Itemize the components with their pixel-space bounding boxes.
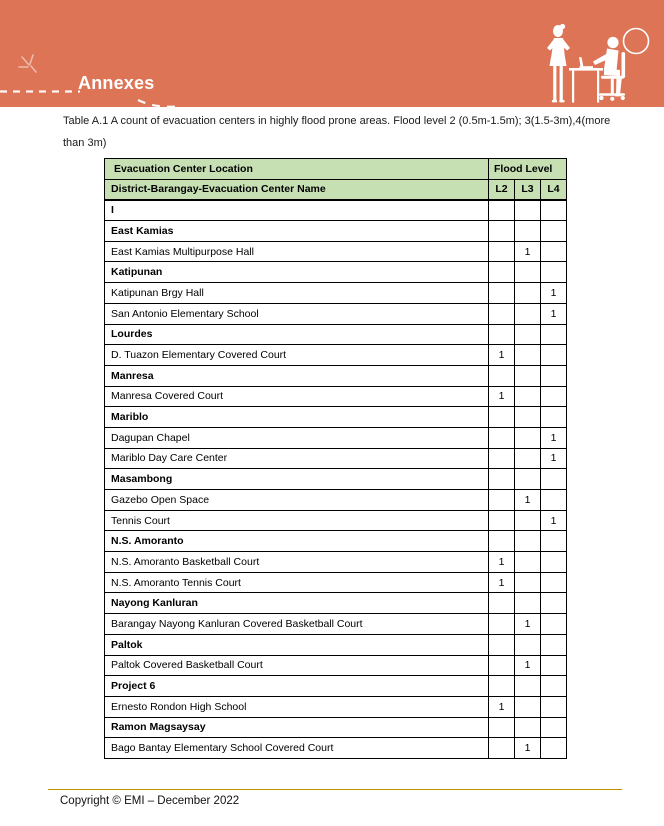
flood-count-l2 [489,221,515,242]
flood-count-l2 [489,303,515,324]
flood-count-l2 [489,407,515,428]
page-title: Annexes [78,73,155,93]
flood-count-l4 [541,200,567,221]
flood-count-l2 [489,262,515,283]
district-name-cell: East Kamias [105,221,489,242]
flood-count-l4 [541,531,567,552]
flood-count-l4: 1 [541,303,567,324]
flood-count-l4: 1 [541,283,567,304]
center-name-cell: San Antonio Elementary School [105,303,489,324]
dashed-line-icon [0,89,80,94]
district-row [105,365,567,386]
dashed-tail-icon [136,97,188,107]
flood-count-l4 [541,365,567,386]
header-row-groups [105,159,567,180]
flood-count-l2 [489,241,515,262]
center-name-cell: N.S. Amoranto Basketball Court [105,552,489,573]
flood-count-l2 [489,283,515,304]
header-flood-level: Flood Level [489,159,567,180]
flood-count-l3 [515,324,541,345]
flood-count-l3 [515,365,541,386]
flood-count-l4 [541,717,567,738]
flood-count-l4 [541,593,567,614]
flood-count-l2 [489,200,515,221]
flood-count-l3 [515,386,541,407]
center-name-cell: Paltok Covered Basketball Court [105,655,489,676]
flood-count-l2 [489,365,515,386]
center-row [105,386,567,407]
flood-count-l2 [489,676,515,697]
flood-count-l4: 1 [541,510,567,531]
district-name-cell: Nayong Kanluran [105,593,489,614]
table-caption-line2: than 3m) [63,137,107,149]
header-l3: L3 [515,179,541,200]
center-row [105,572,567,593]
evacuation-centers-table [104,158,567,759]
header-l2: L2 [489,179,515,200]
flood-count-l4 [541,676,567,697]
center-name-cell: D. Tuazon Elementary Covered Court [105,345,489,366]
district-row [105,262,567,283]
district-row [105,717,567,738]
center-row [105,614,567,635]
district-row [105,200,567,221]
header-l4: L4 [541,179,567,200]
flood-count-l2: 1 [489,386,515,407]
center-name-cell: Gazebo Open Space [105,490,489,511]
flood-count-l4 [541,469,567,490]
flood-count-l3 [515,469,541,490]
flood-count-l3: 1 [515,655,541,676]
flood-count-l3 [515,531,541,552]
flood-count-l3 [515,593,541,614]
district-row [105,593,567,614]
flood-count-l3 [515,345,541,366]
flood-count-l3 [515,510,541,531]
flood-count-l2 [489,634,515,655]
district-name-cell: Katipunan [105,262,489,283]
flood-count-l4 [541,241,567,262]
district-row [105,531,567,552]
flood-count-l4 [541,572,567,593]
district-name-cell: N.S. Amoranto [105,531,489,552]
center-row [105,303,567,324]
center-name-cell: East Kamias Multipurpose Hall [105,241,489,262]
flood-count-l4: 1 [541,427,567,448]
sparkle-icon [16,52,46,78]
flood-count-l2 [489,469,515,490]
district-name-cell: Ramon Magsaysay [105,717,489,738]
flood-count-l4 [541,262,567,283]
district-row [105,634,567,655]
flood-count-l3: 1 [515,490,541,511]
flood-count-l4 [541,634,567,655]
center-row [105,448,567,469]
district-row [105,407,567,428]
district-row [105,676,567,697]
center-name-cell: Mariblo Day Care Center [105,448,489,469]
district-name-cell: Masambong [105,469,489,490]
center-row [105,490,567,511]
flood-count-l4 [541,552,567,573]
flood-count-l4 [541,655,567,676]
center-name-cell: Ernesto Rondon High School [105,696,489,717]
district-name-cell: Paltok [105,634,489,655]
flood-count-l4 [541,614,567,635]
center-name-cell: N.S. Amoranto Tennis Court [105,572,489,593]
flood-count-l2 [489,427,515,448]
district-name-cell: Lourdes [105,324,489,345]
flood-count-l3 [515,262,541,283]
flood-count-l3 [515,676,541,697]
center-row [105,552,567,573]
center-row [105,241,567,262]
flood-count-l4 [541,490,567,511]
flood-count-l2 [489,614,515,635]
flood-count-l4 [541,324,567,345]
center-row [105,427,567,448]
flood-count-l4 [541,386,567,407]
header-location: Evacuation Center Location [105,159,489,180]
flood-count-l2: 1 [489,345,515,366]
circle-outline-icon [624,29,649,54]
center-row [105,655,567,676]
flood-count-l2 [489,655,515,676]
flood-count-l3 [515,407,541,428]
center-name-cell: Dagupan Chapel [105,427,489,448]
header-district-name: District-Barangay-Evacuation Center Name [105,179,489,200]
flood-count-l3 [515,634,541,655]
flood-count-l3 [515,427,541,448]
table-body [105,200,567,759]
center-name-cell: Bago Bantay Elementary School Covered Court [105,738,489,759]
district-name-cell: Manresa [105,365,489,386]
center-name-cell: Katipunan Brgy Hall [105,283,489,304]
flood-count-l3 [515,221,541,242]
flood-count-l3: 1 [515,241,541,262]
table-header [105,159,567,200]
standing-person-icon [547,24,570,103]
district-name-cell: Mariblo [105,407,489,428]
flood-count-l2 [489,490,515,511]
flood-count-l2 [489,531,515,552]
flood-count-l2 [489,448,515,469]
flood-count-l3 [515,200,541,221]
flood-count-l2: 1 [489,572,515,593]
flood-count-l2 [489,324,515,345]
people-at-desk-illustration [514,0,664,107]
copyright-text: Copyright © EMI – December 2022 [60,795,240,807]
flood-count-l2 [489,510,515,531]
flood-count-l2: 1 [489,696,515,717]
flood-count-l3 [515,717,541,738]
center-row [105,510,567,531]
center-name-cell: Tennis Court [105,510,489,531]
flood-count-l3 [515,696,541,717]
flood-count-l2 [489,717,515,738]
flood-count-l4 [541,696,567,717]
flood-count-l4 [541,738,567,759]
desk-laptop-icon [569,57,603,103]
flood-count-l3 [515,572,541,593]
district-name-cell: Project 6 [105,676,489,697]
flood-count-l3: 1 [515,614,541,635]
district-name-cell: I [105,200,489,221]
flood-count-l2 [489,738,515,759]
flood-count-l4 [541,407,567,428]
flood-count-l3 [515,448,541,469]
center-row [105,696,567,717]
flood-count-l3 [515,303,541,324]
flood-count-l2: 1 [489,552,515,573]
header-row-columns [105,179,567,200]
table-caption [63,110,633,154]
footer-rule [48,789,622,790]
flood-count-l4: 1 [541,448,567,469]
center-row [105,283,567,304]
flood-count-l4 [541,345,567,366]
table-caption-line1: Table A.1 A count of evacuation centers in highly flood prone areas. Flood level 2 (0.5m-1.5m); 3(1.5-3m),4(more [63,115,611,127]
flood-count-l3: 1 [515,738,541,759]
flood-count-l3 [515,283,541,304]
district-row [105,221,567,242]
flood-count-l2 [489,593,515,614]
annexes-banner [0,0,664,107]
district-row [105,324,567,345]
flood-count-l3 [515,552,541,573]
center-row [105,738,567,759]
center-row [105,345,567,366]
center-name-cell: Barangay Nayong Kanluran Covered Basketball Court [105,614,489,635]
center-name-cell: Manresa Covered Court [105,386,489,407]
district-row [105,469,567,490]
flood-count-l4 [541,221,567,242]
